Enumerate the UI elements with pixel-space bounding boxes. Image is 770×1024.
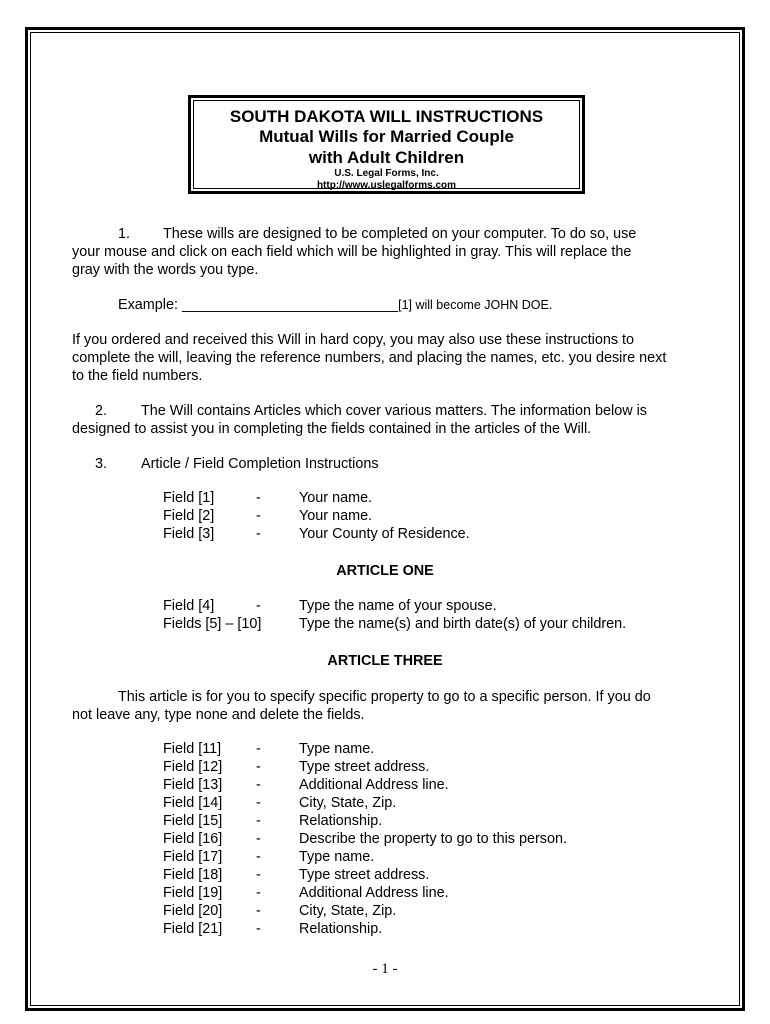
field-dash: - [256,777,261,793]
field-description: City, State, Zip. [299,903,397,919]
para1-line2: your mouse and click on each field which will be highlighted in gray. This will replace the [72,244,632,260]
field-dash: - [256,741,261,757]
field-label: Field [16] [163,831,223,847]
example-tail: [1] will become JOHN DOE. [398,298,553,312]
field-label: Field [20] [163,903,223,919]
field-label: Field [1] [163,490,215,506]
company-name: U.S. Legal Forms, Inc. [334,168,439,179]
field-description: Type name. [299,741,375,757]
field-label: Field [11] [163,741,222,757]
field-description: Relationship. [299,921,383,937]
field-dash: - [256,598,261,614]
field-description: Your name. [299,508,373,524]
para3-number: 3. [95,456,108,472]
document-subtitle-1: Mutual Wills for Married Couple [259,127,514,146]
field-dash: - [256,526,261,542]
field-description: City, State, Zip. [299,795,397,811]
field-description: Describe the property to go to this person. [299,831,567,847]
field-dash: - [256,867,261,883]
field-dash: - [256,490,261,506]
field-description: Type street address. [299,867,430,883]
field-label: Field [14] [163,795,223,811]
field-dash: - [256,849,261,865]
field-description: Type name. [299,849,375,865]
field-label: Field [21] [163,921,223,937]
para2-number: 2. [95,403,108,419]
document-title: SOUTH DAKOTA WILL INSTRUCTIONS [229,107,544,126]
field-description: Additional Address line. [299,885,449,901]
page-number: - 1 - [372,961,398,977]
title-box [188,95,585,194]
article-three-intro-line2: not leave any, type none and delete the fields. [72,707,365,723]
field-description: Your name. [299,490,373,506]
article-three-intro-line1: This article is for you to specify specific property to go to a specific person. If you do [118,689,651,705]
para1-line1: These wills are designed to be completed on your computer. To do so, use [163,226,637,242]
field-label: Field [13] [163,777,223,793]
field-dash: - [256,885,261,901]
para3-text: Article / Field Completion Instructions [141,456,379,472]
field-dash: - [256,508,261,524]
hardcopy-line3: to the field numbers. [72,368,203,384]
field-label: Field [17] [163,849,223,865]
field-label: Fields [5] – [10] [163,616,262,632]
field-label: Field [2] [163,508,215,524]
field-label: Field [19] [163,885,223,901]
para2-line2: designed to assist you in completing the fields contained in the articles of the Will. [72,421,592,437]
para1-number: 1. [118,226,131,242]
field-description: Type the name of your spouse. [299,598,497,614]
company-url: http://www.uslegalforms.com [316,180,457,191]
field-description: Type the name(s) and birth date(s) of your children. [299,616,627,632]
field-dash: - [256,921,261,937]
field-dash: - [256,831,261,847]
article-one-heading: ARTICLE ONE [336,563,434,579]
example-label: Example: [118,297,182,313]
field-label: Field [18] [163,867,223,883]
example-blank: ___________________________ [182,297,399,313]
field-description: Type street address. [299,759,430,775]
field-dash: - [256,813,261,829]
example-line [118,296,552,314]
field-dash: - [256,759,261,775]
field-label: Field [3] [163,526,215,542]
hardcopy-line1: If you ordered and received this Will in hard copy, you may also use these instructions to [72,332,635,348]
article-three-heading: ARTICLE THREE [327,653,443,669]
para1-line3: gray with the words you type. [72,262,259,278]
field-description: Additional Address line. [299,777,449,793]
field-label: Field [4] [163,598,215,614]
document-subtitle-2: with Adult Children [308,148,465,167]
field-label: Field [12] [163,759,223,775]
field-dash: - [256,795,261,811]
field-label: Field [15] [163,813,223,829]
para2-line1: The Will contains Articles which cover various matters. The information below is [141,403,647,419]
hardcopy-line2: complete the will, leaving the reference numbers, and placing the names, etc. you desire next [72,350,667,366]
field-description: Relationship. [299,813,383,829]
field-description: Your County of Residence. [299,526,470,542]
field-dash: - [256,903,261,919]
